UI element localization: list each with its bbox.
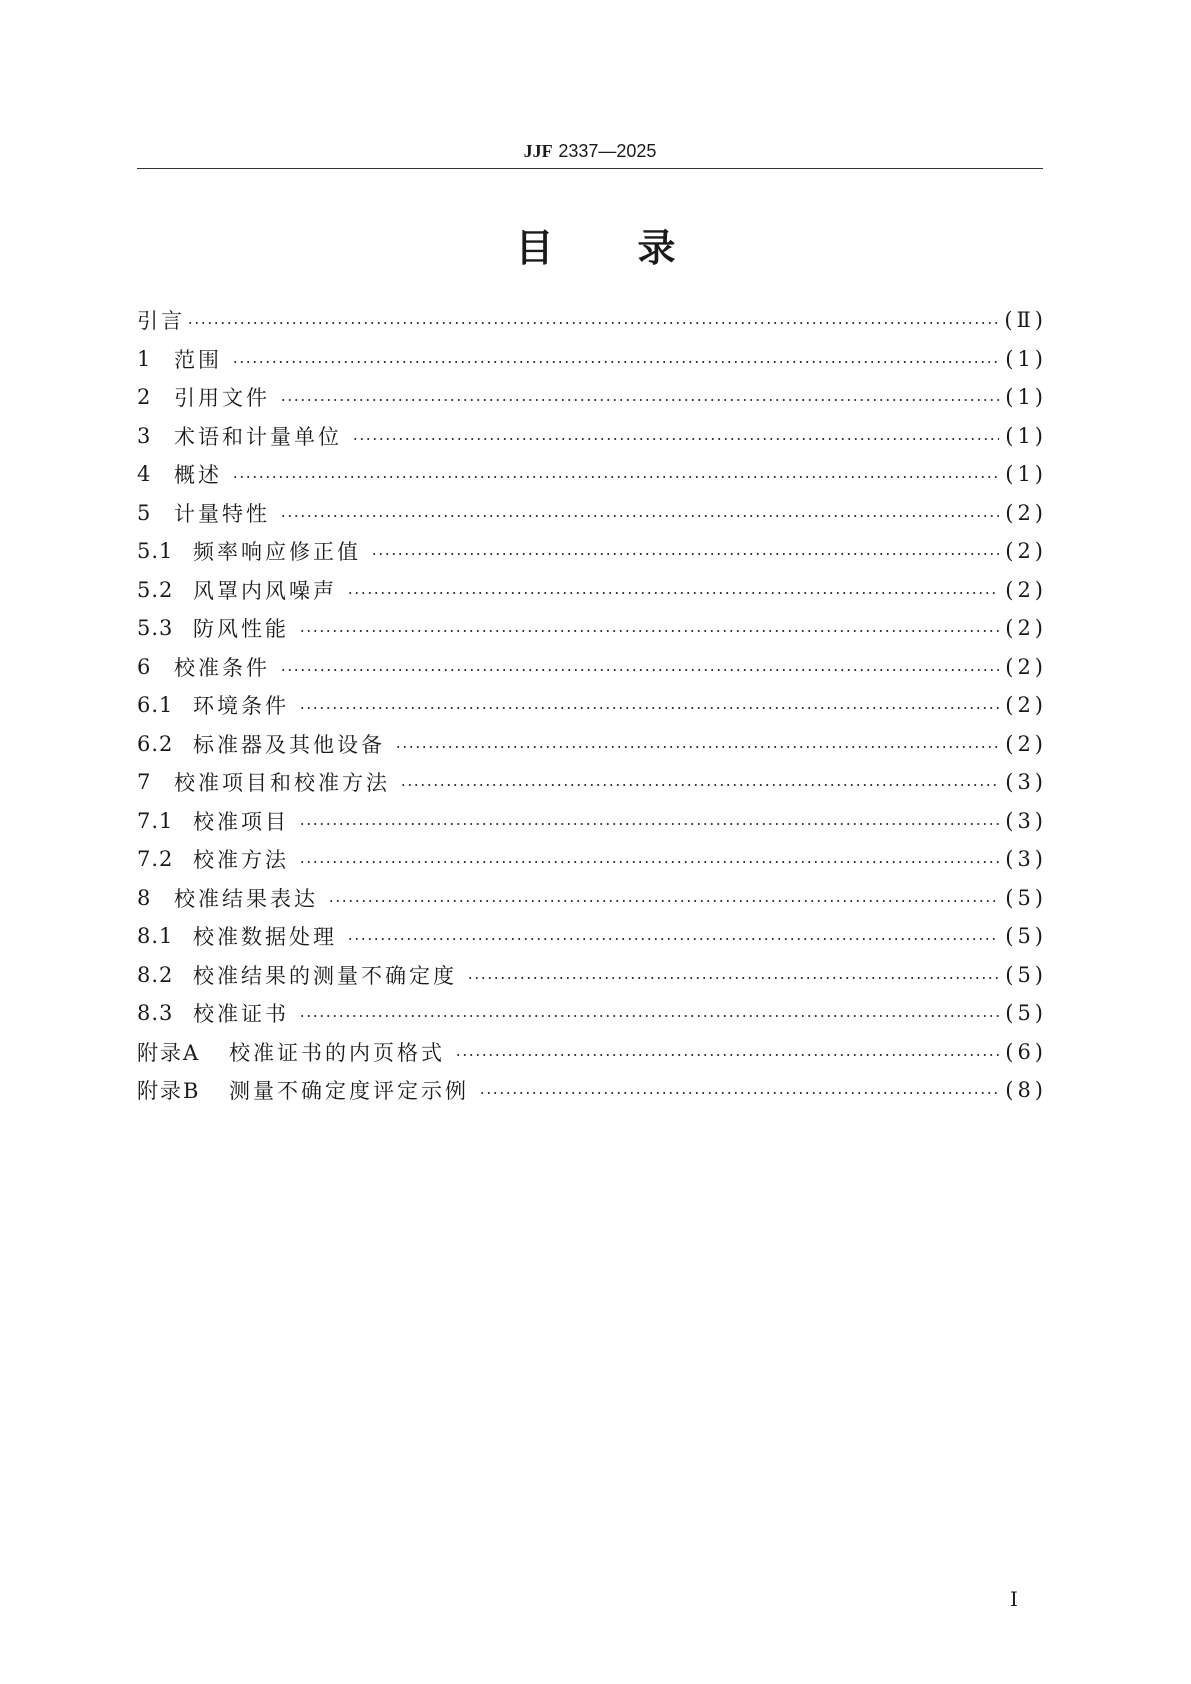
toc-entry[interactable]: [137, 494, 1047, 533]
toc-entry-label: 校准结果的测量不确定度: [193, 963, 457, 988]
toc-entry-number: 附录A: [137, 1040, 201, 1065]
toc-entry-number: 5.2: [137, 577, 174, 602]
toc-entry-number: 6.2: [137, 731, 174, 756]
toc-entry-page: (2): [1005, 539, 1047, 564]
toc-entry-label: 范围: [174, 347, 222, 372]
toc-entry-number: 2: [137, 385, 152, 410]
toc-dot-leader: [280, 669, 999, 671]
toc-dot-leader: [347, 592, 999, 594]
toc-entry-page: (1): [1005, 385, 1047, 410]
toc-entry[interactable]: [137, 532, 1047, 571]
toc-entry-number: 7.2: [137, 847, 174, 872]
toc-entry-page: (Ⅱ): [1004, 308, 1047, 333]
toc-entry[interactable]: [137, 686, 1047, 725]
toc-entry-label: 风罩内风噪声: [193, 578, 337, 603]
table-of-contents: [137, 301, 1047, 1110]
toc-entry[interactable]: [137, 455, 1047, 494]
toc-entry[interactable]: [137, 648, 1047, 687]
toc-entry-page: (5): [1005, 885, 1047, 910]
toc-entry-label: 校准方法: [193, 848, 289, 873]
toc-dot-leader: [232, 476, 999, 478]
page-title: [0, 220, 1191, 276]
toc-dot-leader: [299, 630, 999, 632]
toc-dot-leader: [400, 784, 999, 786]
toc-dot-leader: [280, 399, 999, 401]
toc-entry-page: (2): [1005, 654, 1047, 679]
toc-entry[interactable]: [137, 340, 1047, 379]
toc-dot-leader: [232, 361, 999, 363]
toc-entry-label: 引用文件: [174, 386, 270, 411]
toc-entry-label: 概述: [174, 463, 222, 488]
toc-entry-label: 校准项目: [193, 809, 289, 834]
toc-entry[interactable]: [137, 301, 1047, 340]
toc-entry-page: (5): [1005, 924, 1047, 949]
toc-dot-leader: [467, 977, 999, 979]
toc-entry-number: 5: [137, 500, 152, 525]
toc-dot-leader: [328, 900, 999, 902]
toc-entry-page: (1): [1005, 346, 1047, 371]
toc-entry-page: (2): [1005, 693, 1047, 718]
toc-dot-leader: [299, 1015, 999, 1017]
toc-entry-number: 6: [137, 654, 152, 679]
toc-entry-label: 校准数据处理: [193, 925, 337, 950]
toc-entry-number: 附录B: [137, 1079, 201, 1104]
toc-entry-label: 校准项目和校准方法: [174, 771, 390, 796]
toc-entry-page: (5): [1005, 1001, 1047, 1026]
toc-entry-label: 校准证书: [193, 1002, 289, 1027]
toc-entry[interactable]: [137, 994, 1047, 1033]
toc-entry[interactable]: [137, 763, 1047, 802]
toc-entry[interactable]: [137, 802, 1047, 841]
toc-entry[interactable]: [137, 417, 1047, 456]
toc-entry-number: 1: [137, 346, 152, 371]
page-number: I: [1010, 1587, 1018, 1611]
toc-entry-page: (1): [1005, 423, 1047, 448]
toc-dot-leader: [187, 322, 998, 324]
toc-entry-label: 环境条件: [193, 694, 289, 719]
toc-dot-leader: [479, 1092, 999, 1094]
toc-entry-number: 3: [137, 423, 152, 448]
toc-dot-leader: [455, 1054, 999, 1056]
toc-entry[interactable]: [137, 1033, 1047, 1072]
toc-entry-label: 频率响应修正值: [193, 540, 361, 565]
toc-entry-page: (6): [1005, 1039, 1047, 1064]
standard-code-prefix: JJF: [523, 141, 553, 161]
toc-entry-label: 术语和计量单位: [174, 424, 342, 449]
toc-dot-leader: [280, 515, 999, 517]
toc-entry[interactable]: [137, 917, 1047, 956]
standard-code-number: 2337—2025: [558, 141, 657, 161]
toc-entry-label: 防风性能: [193, 617, 289, 642]
toc-entry-page: (1): [1005, 462, 1047, 487]
toc-dot-leader: [347, 938, 999, 940]
toc-entry-label: 校准条件: [174, 655, 270, 680]
toc-entry-label: 引言: [137, 309, 185, 334]
toc-entry-number: 7.1: [137, 808, 174, 833]
toc-entry-number: 6.1: [137, 693, 174, 718]
toc-dot-leader: [299, 823, 999, 825]
toc-entry[interactable]: [137, 609, 1047, 648]
toc-entry-number: 5.1: [137, 539, 174, 564]
toc-entry-label: 校准证书的内页格式: [229, 1040, 445, 1065]
toc-entry-number: 8.3: [137, 1001, 174, 1026]
title-char-1: 目: [515, 226, 554, 270]
toc-entry[interactable]: [137, 840, 1047, 879]
toc-entry-page: (5): [1005, 962, 1047, 987]
toc-entry-page: (3): [1005, 808, 1047, 833]
toc-entry-page: (2): [1005, 616, 1047, 641]
document-header: [137, 134, 1043, 169]
toc-entry[interactable]: [137, 956, 1047, 995]
toc-entry-page: (2): [1005, 731, 1047, 756]
title-char-2: 录: [637, 226, 676, 270]
toc-entry-page: (2): [1005, 500, 1047, 525]
toc-entry-page: (3): [1005, 847, 1047, 872]
toc-entry-label: 标准器及其他设备: [193, 732, 385, 757]
toc-entry-number: 8: [137, 885, 152, 910]
toc-entry-number: 8.2: [137, 962, 174, 987]
toc-dot-leader: [299, 707, 999, 709]
toc-dot-leader: [299, 861, 999, 863]
toc-entry[interactable]: [137, 378, 1047, 417]
toc-entry-page: (8): [1005, 1078, 1047, 1103]
toc-entry-page: (2): [1005, 577, 1047, 602]
toc-entry-label: 计量特性: [174, 501, 270, 526]
toc-entry[interactable]: [137, 879, 1047, 918]
toc-entry[interactable]: [137, 725, 1047, 764]
toc-dot-leader: [352, 438, 999, 440]
toc-entry-number: 5.3: [137, 616, 174, 641]
toc-entry-label: 校准结果表达: [174, 886, 318, 911]
toc-entry-page: (3): [1005, 770, 1047, 795]
toc-entry-number: 8.1: [137, 924, 174, 949]
toc-entry[interactable]: [137, 571, 1047, 610]
toc-dot-leader: [371, 553, 999, 555]
toc-dot-leader: [395, 746, 999, 748]
toc-entry-number: 7: [137, 770, 152, 795]
toc-entry[interactable]: [137, 1071, 1047, 1110]
toc-entry-number: 4: [137, 462, 152, 487]
toc-entry-label: 测量不确定度评定示例: [229, 1079, 469, 1104]
